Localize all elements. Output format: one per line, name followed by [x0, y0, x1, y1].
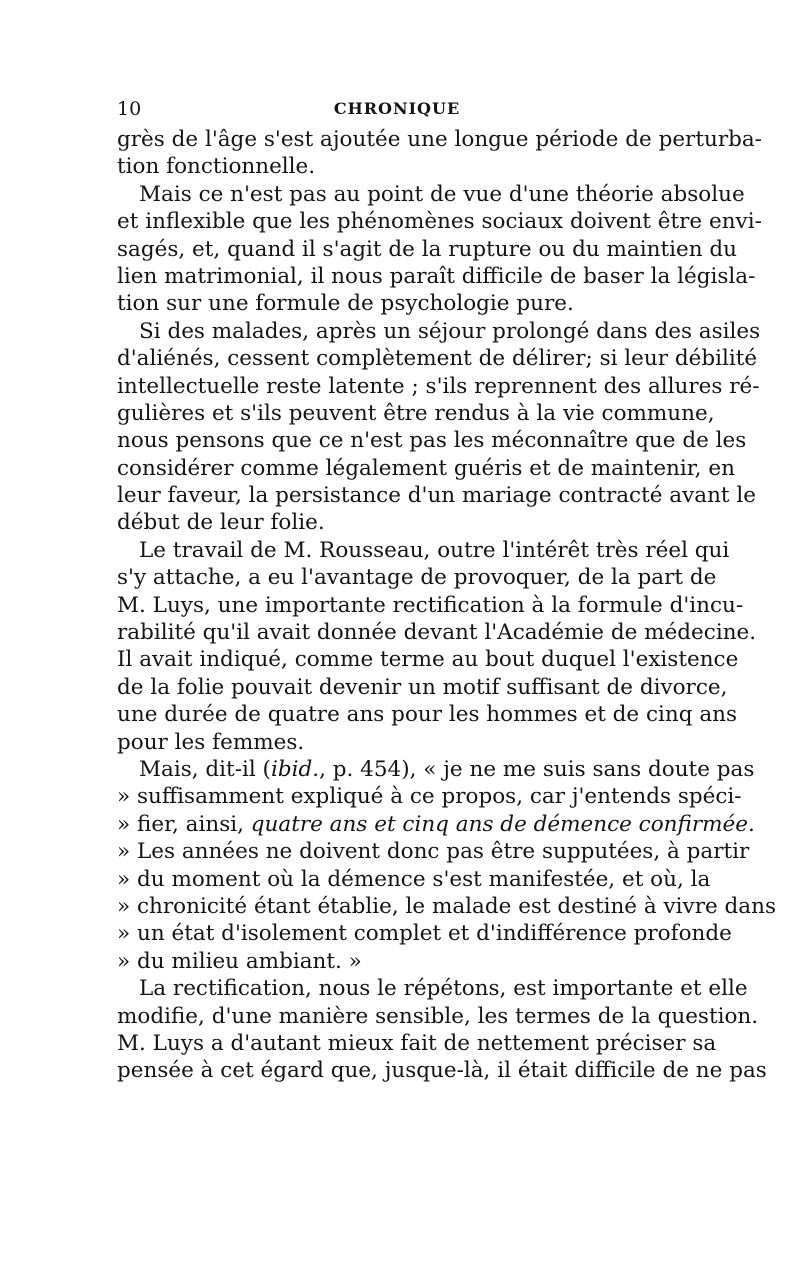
- text-line: [117, 838, 750, 865]
- text-line: [117, 564, 717, 591]
- line-text: lien matrimonial, il nous paraît difficile de baser la législa-: [117, 263, 756, 289]
- line-text: fier, ainsi, quatre ans et cinq ans de démence confirmée.: [137, 811, 755, 837]
- page-header: [117, 96, 677, 122]
- line-text: leur faveur, la persistance d'un mariage contracté avant le: [117, 483, 756, 509]
- text-line: [117, 592, 744, 619]
- line-text: modifie, d'une manière sensible, les termes de la question.: [117, 1003, 759, 1029]
- line-text: tion sur une formule de psychologie pure.: [117, 291, 574, 317]
- quote-mark: »: [117, 784, 131, 810]
- line-text: pour les femmes.: [117, 729, 305, 755]
- line-text: Mais ce n'est pas au point de vue d'une théorie absolue: [139, 181, 745, 207]
- line-text: un état d'isolement complet et d'indifférence profonde: [137, 921, 732, 947]
- text-line: [117, 920, 732, 947]
- text-line: [117, 373, 760, 400]
- line-text: Mais, dit-il (ibid., p. 454), « je ne me suis sans doute pas: [139, 756, 755, 782]
- line-text: rabilité qu'il avait donnée devant l'Académie de médecine.: [117, 620, 757, 646]
- line-text: nous pensons que ce n'est pas les méconnaître que de les: [117, 428, 747, 454]
- text-line: [117, 318, 761, 345]
- running-title: CHRONIQUE: [333, 99, 461, 118]
- text-line: [117, 400, 715, 427]
- line-text: suffisamment expliqué à ce propos, car j'entends spéci-: [137, 784, 742, 810]
- line-text: considérer comme légalement guéris et de maintenir, en: [117, 455, 735, 481]
- quote-mark: »: [117, 866, 131, 892]
- line-text: début de leur folie.: [117, 510, 325, 536]
- text-line: [117, 948, 677, 975]
- text-line: [117, 263, 756, 290]
- line-text: M. Luys, une importante rectification à la formule d'incu-: [117, 592, 744, 618]
- text-line: [117, 537, 730, 564]
- text-line: [117, 181, 745, 208]
- quote-mark: »: [117, 839, 131, 865]
- text-line: [117, 1057, 767, 1084]
- text-line: [117, 674, 728, 701]
- text-line: [117, 756, 755, 783]
- quote-mark: »: [117, 921, 131, 947]
- text-line: [117, 509, 677, 536]
- text-line: [117, 783, 742, 810]
- text-line: [117, 427, 747, 454]
- text-line: [117, 236, 737, 263]
- line-text: M. Luys a d'autant mieux fait de nettement préciser sa: [117, 1030, 717, 1056]
- line-text: Les années ne doivent donc pas être supputées, à partir: [137, 839, 750, 865]
- line-text: pensée à cet égard que, jusque-là, il était difficile de ne pas: [117, 1058, 767, 1084]
- line-text: sagés, et, quand il s'agit de la rupture ou du maintien du: [117, 236, 737, 262]
- text-line: [117, 1030, 717, 1057]
- text-line: [117, 1003, 759, 1030]
- line-text: gulières et s'ils peuvent être rendus à la vie commune,: [117, 400, 715, 426]
- text-line: [117, 290, 677, 317]
- body-text: [117, 126, 776, 1085]
- line-text: du milieu ambiant. »: [137, 948, 362, 974]
- text-line: [117, 975, 748, 1002]
- text-line: [117, 455, 735, 482]
- line-text: tion fonctionnelle.: [117, 154, 316, 180]
- text-line: [117, 153, 677, 180]
- text-line: [117, 893, 776, 920]
- line-text: du moment où la démence s'est manifestée, et où, la: [137, 866, 711, 892]
- text-line: [117, 701, 738, 728]
- line-text: d'aliénés, cessent complètement de délirer; si leur débilité: [117, 346, 758, 372]
- line-text: Le travail de M. Rousseau, outre l'intérêt très réel qui: [139, 537, 730, 563]
- quote-mark: »: [117, 811, 131, 837]
- text-line: [117, 345, 758, 372]
- text-line: [117, 619, 757, 646]
- line-text: chronicité étant établie, le malade est destiné à vivre dans: [137, 893, 776, 919]
- line-text: grès de l'âge s'est ajoutée une longue période de perturba-: [117, 127, 762, 152]
- line-text: Si des malades, après un séjour prolongé dans des asiles: [139, 318, 761, 344]
- text-line: [117, 126, 762, 153]
- line-text: de la folie pouvait devenir un motif suffisant de divorce,: [117, 674, 728, 700]
- line-text: une durée de quatre ans pour les hommes et de cinq ans: [117, 702, 738, 728]
- line-text: et inflexible que les phénomènes sociaux doivent être envi-: [117, 209, 762, 235]
- line-text: Il avait indiqué, comme terme au bout duquel l'existence: [117, 647, 739, 673]
- quote-mark: »: [117, 893, 131, 919]
- text-line: [117, 729, 677, 756]
- page-number: 10: [117, 98, 142, 120]
- text-line: [117, 811, 755, 838]
- text-line: [117, 482, 756, 509]
- text-line: [117, 208, 762, 235]
- text-line: [117, 866, 711, 893]
- line-text: La rectification, nous le répétons, est importante et elle: [139, 976, 748, 1002]
- line-text: intellectuelle reste latente ; s'ils reprennent des allures ré-: [117, 373, 760, 399]
- text-line: [117, 646, 739, 673]
- quote-mark: »: [117, 948, 131, 974]
- line-text: s'y attache, a eu l'avantage de provoquer, de la part de: [117, 565, 717, 591]
